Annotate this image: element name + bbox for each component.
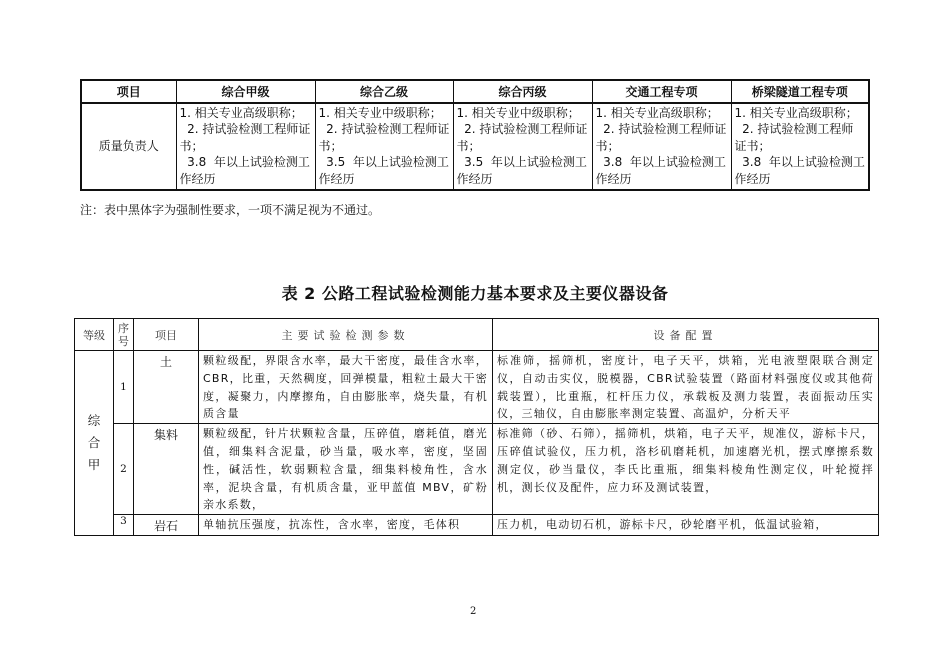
table-cell: 1. 相关专业中级职称； 2. 持试验检测工程师证书； 3.5 年以上试验检测工作经历 [315, 103, 453, 190]
column-header: 设备配置 [493, 319, 879, 351]
params-cell: 单轴抗压强度，抗冻性，含水率，密度，毛体积 [199, 515, 493, 536]
grade-cell [75, 351, 114, 536]
column-header: 项目 [134, 319, 199, 351]
capability-table [74, 318, 879, 536]
column-header: 综合甲级 [176, 80, 315, 103]
table-cell: 1. 相关专业高级职称； 2. 持试验检测工程师证书； 3.8 年以上试验检测工作经历 [176, 103, 315, 190]
params-cell: 颗粒级配，界限含水率，最大干密度，最佳含水率，CBR，比重，天然稠度，回弹模量，粗粒土最大干密度，凝聚力，内摩擦角，自由膨胀率，烧失量，有机质含量 [199, 351, 493, 424]
table-header-row [75, 319, 879, 351]
table-header-row [81, 80, 869, 103]
table-row [75, 351, 879, 424]
table-cell: 1. 相关专业高级职称； 2. 持试验检测工程师证书； 3.8 年以上试验检测工作经历 [592, 103, 731, 190]
equipment-cell: 标准筛，摇筛机，密度计，电子天平，烘箱，光电液塑限联合测定仪，自动击实仪，脱模器，CBR试验装置（路面材料强度仪或其他荷载装置），比重瓶，杠杆压力仪，承载板及测力装置，表面振动压实仪，三轴仪，自由膨胀率测定装置、高温炉，分析天平 [493, 351, 879, 424]
table-note: 注：表中黑体字为强制性要求，一项不满足视为不通过。 [80, 203, 381, 217]
seq-cell: 2 [114, 424, 134, 515]
table-row [75, 424, 879, 515]
params-cell: 颗粒级配，针片状颗粒含量，压碎值，磨耗值，磨光值，细集料含泥量，砂当量，吸水率，密度，坚固性，碱活性，软弱颗粒含量，细集料棱角性，含水率，泥块含量，有机质含量，亚甲蓝值 MBV，矿粉亲水系数， [199, 424, 493, 515]
seq-cell: 3 [114, 515, 134, 536]
qualification-table [80, 79, 870, 191]
column-header: 综合丙级 [453, 80, 592, 103]
column-header: 交通工程专项 [592, 80, 731, 103]
equipment-cell: 标准筛（砂、石筛），摇筛机，烘箱，电子天平，规准仪，游标卡尺，压碎值试验仪，压力机，洛杉矶磨耗机，加速磨光机，摆式摩擦系数测定仪，砂当量仪，李氏比重瓶，细集料棱角性测定仪，叶轮搅拌机，测长仪及配件，应力环及测试装置， [493, 424, 879, 515]
seq-cell: 1 [114, 351, 134, 424]
grade-label: 综 合 甲 [87, 413, 101, 473]
table-title: 表 2 公路工程试验检测能力基本要求及主要仪器设备 [281, 284, 669, 303]
item-cell: 土 [134, 351, 199, 424]
column-header: 综合乙级 [315, 80, 453, 103]
column-header: 主要试验检测参数 [199, 319, 493, 351]
table-cell: 1. 相关专业中级职称； 2. 持试验检测工程师证书； 3.5 年以上试验检测工作经历 [453, 103, 592, 190]
column-header: 项目 [81, 80, 176, 103]
row-label: 质量负责人 [81, 103, 176, 190]
page-number: 2 [470, 606, 477, 617]
column-header: 序号 [114, 319, 134, 351]
item-cell: 岩石 [134, 515, 199, 536]
equipment-cell: 压力机，电动切石机，游标卡尺，砂轮磨平机，低温试验箱， [493, 515, 879, 536]
table-row [75, 515, 879, 536]
item-cell: 集料 [134, 424, 199, 515]
table-row [81, 103, 869, 190]
column-header: 桥梁隧道工程专项 [731, 80, 869, 103]
table-cell: 1. 相关专业高级职称； 2. 持试验检测工程师证书； 3.8 年以上试验检测工作经历 [734, 106, 865, 186]
column-header: 等级 [75, 319, 114, 351]
